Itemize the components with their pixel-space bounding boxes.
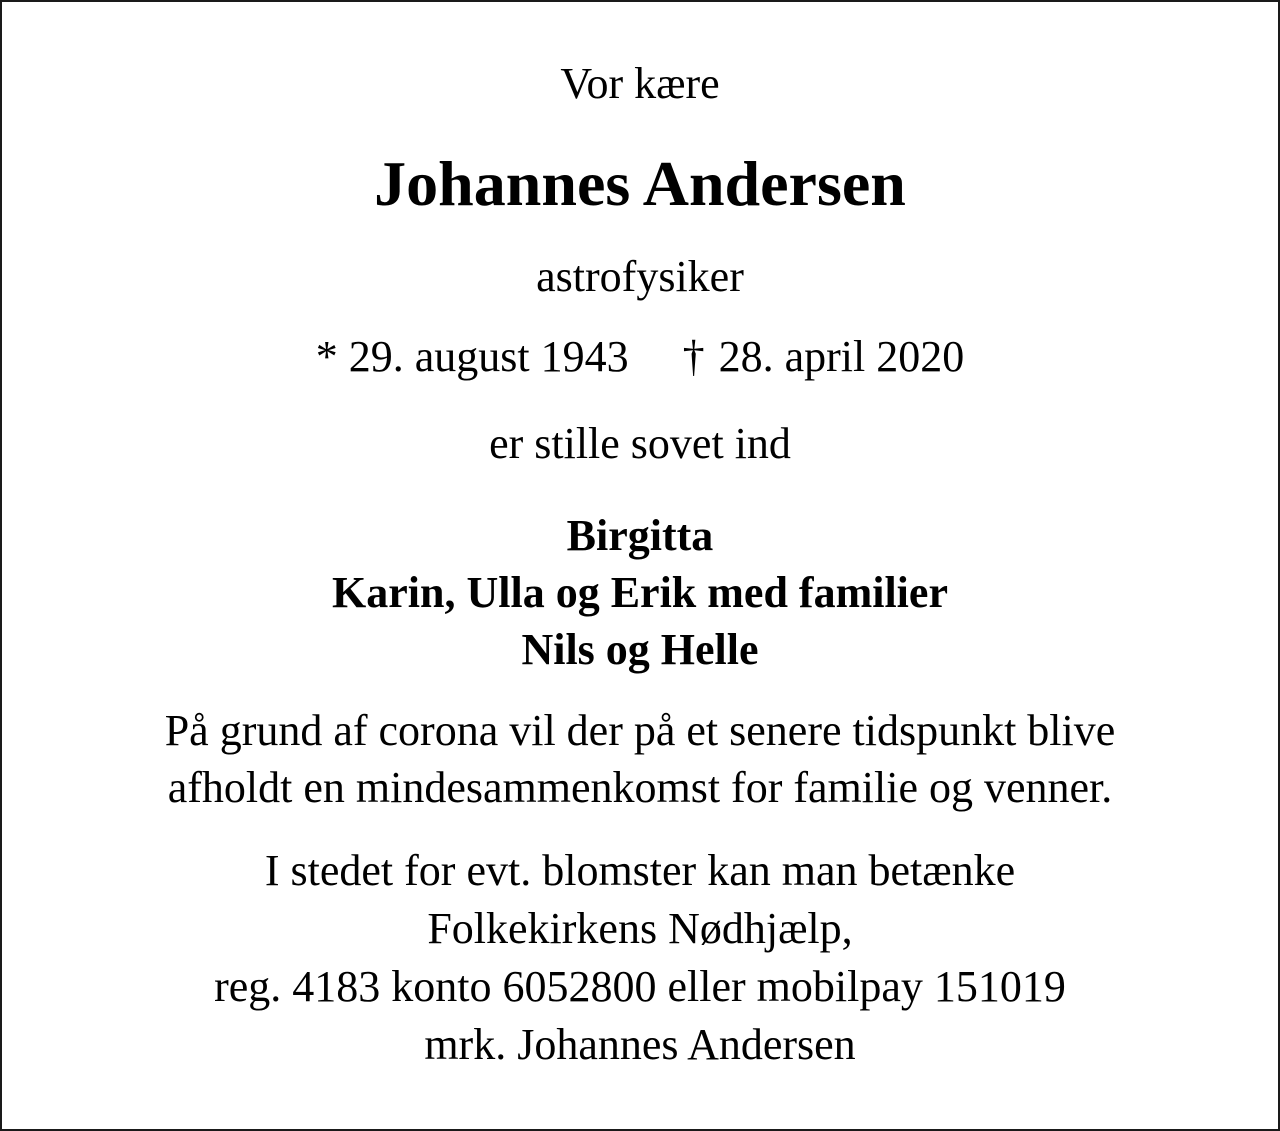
passed-away-text: er stille sovet ind (489, 419, 791, 468)
donation-info (2, 842, 1278, 1074)
mourner-line: Nils og Helle (521, 625, 759, 674)
mourner-line: Birgitta (566, 511, 714, 560)
death-cross-icon: † (682, 332, 705, 381)
donation-line: Folkekirkens Nødhjælp, (427, 904, 853, 953)
mourner-line: Karin, Ulla og Erik med familier (332, 568, 948, 617)
death-date: 28. april 2020 (718, 332, 965, 381)
donation-line: I stedet for evt. blomster kan man betænke (264, 846, 1016, 895)
mourners-list (2, 507, 1278, 678)
memorial-notice (2, 702, 1278, 816)
life-dates (2, 332, 1278, 381)
memorial-line: afholdt en mindesammenkomst for familie og venner. (167, 763, 1113, 812)
memorial-line: På grund af corona vil der på et senere tidspunkt blive (164, 706, 1116, 755)
donation-line: reg. 4183 konto 6052800 eller mobilpay 151019 (214, 962, 1066, 1011)
donation-line: mrk. Johannes Andersen (424, 1020, 856, 1069)
greeting-text: Vor kære (560, 59, 720, 108)
deceased-name: Johannes Andersen (374, 148, 906, 219)
birth-date: * 29. august 1943 (315, 332, 629, 381)
profession-text: astrofysiker (536, 252, 744, 301)
